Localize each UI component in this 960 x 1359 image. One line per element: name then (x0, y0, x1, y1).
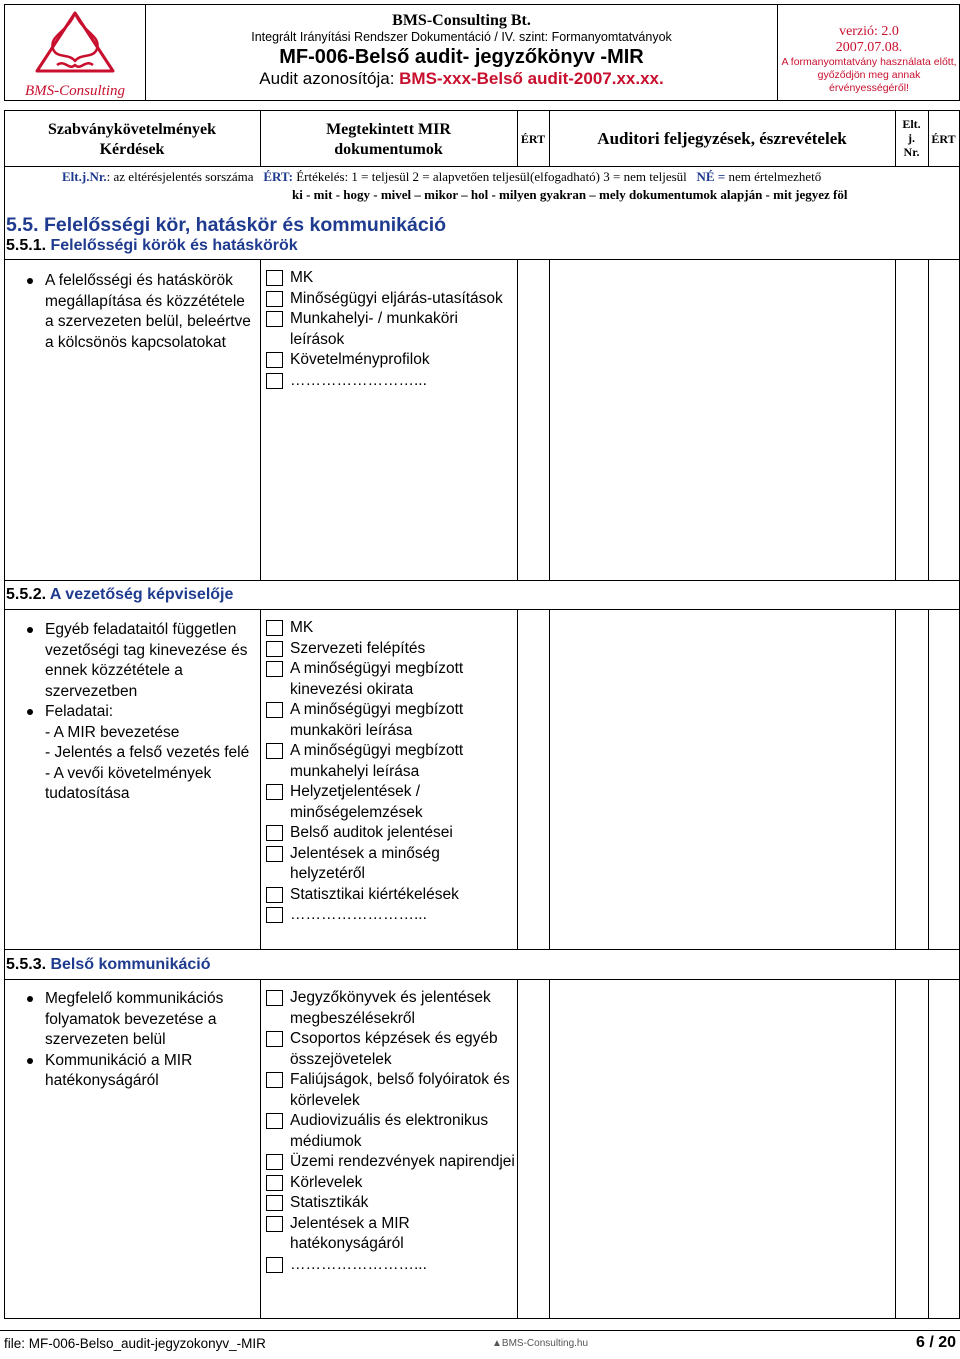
doc-label: ……………………... (290, 371, 427, 389)
form-title: MF-006-Belső audit- jegyzőkönyv -MIR (279, 46, 644, 68)
subsection-name: A vezetőség képviselője (46, 586, 234, 603)
version: verzió: 2.0 (839, 24, 899, 39)
checkbox[interactable] (266, 990, 283, 1006)
checkbox[interactable] (266, 352, 283, 368)
company-logo (5, 5, 145, 100)
question-item: Egyéb feladataitól független vezetőségi tag kinevezése és ennek közzététele a szervezetben (25, 620, 255, 702)
doc-item (266, 1173, 516, 1194)
doc-item (266, 639, 516, 660)
doc-label: ……………………... (290, 906, 427, 923)
doc-label: A minőségügyi megbízott munkaköri leírása (290, 701, 464, 739)
doc-item (266, 905, 516, 926)
legend-eltnr-label: Elt.j.Nr. (62, 169, 107, 184)
col-requirements-line1: Szabványkövetelmények (48, 121, 216, 138)
checkbox[interactable] (266, 825, 283, 841)
doc-item (266, 1070, 516, 1111)
doc-item (266, 1111, 516, 1152)
usage-note-2: győződjön meg annak érvényességéről! (817, 69, 921, 94)
question-item: Megfelelő kommunikációs folyamatok bevezetése a szervezeten belül (25, 989, 255, 1051)
doc-label: Faliújságok, belső folyóiratok és körlevelek (290, 1071, 510, 1109)
col-eltnr-line3: Nr. (903, 145, 920, 159)
footer-site-text: BMS-Consulting.hu (501, 1338, 589, 1349)
col-ert-2: ÉRT (931, 132, 956, 146)
col-requirements-line2: Kérdések (99, 141, 165, 158)
legend-ert-text: Értékelés: 1 = teljesül 2 = alapvetően teljesül(elfogadható) 3 = nem teljesül (292, 169, 687, 184)
checkbox[interactable] (266, 846, 283, 862)
col-rule (895, 259, 896, 580)
doc-label: MK (290, 619, 314, 636)
col-rule (517, 609, 518, 949)
question-item: A felelősségi és hatáskörök megállapítása és közzététele a szervezeten belül, beleértve a kölcsönös kapcsolatokat (25, 271, 253, 353)
doc-item (266, 1255, 516, 1276)
footer-page: 6 / 20 (915, 1334, 956, 1351)
checkbox[interactable] (266, 907, 283, 923)
question-list (25, 620, 255, 805)
doc-item (266, 1152, 516, 1173)
col-requirements (4, 120, 260, 160)
col-rule (549, 979, 550, 1318)
audit-id: BMS-xxx-Belső audit-2007.xx.xx. (399, 69, 664, 88)
doc-item (266, 741, 516, 782)
legend-line (62, 169, 821, 185)
question-list (25, 271, 253, 353)
col-rule-3 (549, 110, 550, 166)
checkbox[interactable] (266, 1216, 283, 1232)
doc-label: Belső auditok jelentései (290, 824, 453, 841)
checkbox[interactable] (266, 784, 283, 800)
checkbox[interactable] (266, 1195, 283, 1211)
doc-item (266, 350, 516, 371)
col-header-top-rule (4, 110, 960, 111)
doc-item (266, 268, 516, 289)
audit-label: Audit azonosítója: (259, 69, 400, 88)
col-rule-1 (260, 110, 261, 166)
subsection-number: 5.5.2. (6, 586, 47, 603)
row-rule (4, 259, 960, 260)
checkbox[interactable] (266, 1154, 283, 1170)
doc-label: Követelményprofilok (290, 351, 430, 368)
doc-label: MK (290, 269, 314, 286)
table-bottom-rule (4, 1318, 960, 1319)
col-rule (260, 979, 261, 1318)
col-header-bottom-rule (4, 166, 960, 167)
col-rule (928, 259, 929, 580)
legend-ne-text: nem értelmezhető (725, 169, 822, 184)
checkbox[interactable] (266, 1257, 283, 1273)
subsection-name: Felelősségi körök és hatáskörök (46, 237, 298, 254)
doc-item (266, 618, 516, 639)
col-documents (260, 120, 517, 160)
doc-item (266, 659, 516, 700)
col-rule (260, 609, 261, 949)
doc-item (266, 371, 516, 392)
doc-label: Jelentések a minőség helyzetéről (290, 844, 440, 882)
doc-item (266, 700, 516, 741)
checkbox[interactable] (266, 702, 283, 718)
doc-label: Üzemi rendezvények napirendjei (290, 1153, 515, 1170)
doc-item (266, 885, 516, 906)
col-rule (517, 979, 518, 1318)
col-rule (517, 259, 518, 580)
checkbox[interactable] (266, 641, 283, 657)
subsection-title (6, 586, 233, 604)
doc-item (266, 309, 516, 350)
logo-text: BMS-Consulting (25, 83, 125, 99)
col-rule (895, 979, 896, 1318)
doc-label: Statisztikai kiértékelések (290, 885, 459, 903)
checkbox[interactable] (266, 270, 283, 286)
col-rule (928, 609, 929, 949)
col-rule-2 (517, 110, 518, 166)
checkbox[interactable] (266, 1113, 283, 1129)
section-title: 5.5. Felelősségi kör, hatáskör és kommunikáció (6, 214, 447, 236)
checkbox[interactable] (266, 1175, 283, 1191)
col-rule-5 (928, 110, 929, 166)
col-eltnr-line2: j. (908, 131, 915, 145)
checkbox[interactable] (266, 311, 283, 327)
doc-item (266, 289, 516, 310)
checkbox[interactable] (266, 887, 283, 903)
legend-ert-label: ÉRT: (263, 169, 293, 184)
row-rule (4, 949, 960, 950)
doc-label: Jelentések a MIR hatékonyságáról (290, 1214, 410, 1252)
checkbox[interactable] (266, 1031, 283, 1047)
col-notes: Auditori feljegyzések, észrevételek (597, 129, 847, 148)
doc-item (266, 1214, 516, 1255)
question-item: Kommunikáció a MIR hatékonyságáról (25, 1051, 255, 1092)
doc-item (266, 823, 516, 844)
col-documents-line1: Megtekintett MIR (326, 121, 451, 138)
col-rule-4 (895, 110, 896, 166)
subsection-name: Belső kommunikáció (46, 956, 211, 973)
subsection-title (6, 956, 211, 974)
document-checklist (266, 988, 516, 1275)
doc-label: Csoportos képzések és egyéb összejövetelek (290, 1030, 498, 1068)
legend-eltnr-text: : az eltérésjelentés sorszáma (106, 169, 254, 184)
table-rule-left (4, 166, 5, 1318)
col-eltnr-line1: Elt. (902, 117, 921, 131)
logo-cell (4, 4, 146, 101)
doc-label: Munkahelyi- / munkaköri leírások (290, 310, 458, 348)
col-documents-line2: dokumentumok (334, 141, 443, 158)
footer-rule (0, 1330, 960, 1331)
subsection-number: 5.5.3. (6, 956, 47, 973)
doc-item (266, 1029, 516, 1070)
audit-line (146, 69, 777, 89)
footer-file: file: MF-006-Belso_audit-jegyzokonyv_-MIR (4, 1336, 266, 1351)
col-rule (549, 609, 550, 949)
doc-label: ……………………... (290, 1255, 427, 1273)
doc-item (266, 1193, 516, 1214)
doc-item (266, 988, 516, 1029)
col-rule (260, 259, 261, 580)
checkbox[interactable] (266, 661, 283, 677)
doc-label: Jegyzőkönyvek és jelentések megbeszélésekről (290, 989, 491, 1027)
col-ert-1: ÉRT (520, 132, 546, 146)
legend-questions: ki - mit - hogy - mivel – mikor – hol - milyen gyakran – mely dokumentumok alapján - mit jegyez föl (292, 187, 848, 202)
doc-label: A minőségügyi megbízott munkahelyi leírása (290, 742, 464, 780)
doc-item (266, 844, 516, 885)
checkbox[interactable] (266, 373, 283, 389)
col-rule (928, 979, 929, 1318)
version-cell (778, 4, 960, 101)
doc-item (266, 782, 516, 823)
col-rule (895, 609, 896, 949)
company-name: BMS-Consulting Bt. (392, 12, 531, 29)
doc-label: A minőségügyi megbízott kinevezési okirata (290, 660, 464, 698)
checkbox[interactable] (266, 1072, 283, 1088)
header-center (146, 4, 778, 101)
doc-label: Helyzetjelentések / minőségelemzések (290, 783, 423, 821)
col-rule (549, 259, 550, 580)
subsection-title (6, 237, 298, 255)
usage-note-1: A formanyomtatvány használata előtt, (781, 56, 957, 68)
checkbox[interactable] (266, 620, 283, 636)
checkbox[interactable] (266, 291, 283, 307)
row-rule (4, 979, 960, 980)
document-checklist (266, 618, 516, 926)
question-list (25, 989, 255, 1092)
row-rule (4, 580, 960, 581)
site-logo-icon: ▲ (492, 1338, 502, 1349)
question-item: Feladatai: - A MIR bevezetése - Jelentés a felső vezetés felé - A vevői követelmények tudatosítása (25, 702, 255, 805)
legend-ne-label: NÉ = (696, 169, 726, 184)
col-eltnr (895, 117, 928, 159)
doc-label: Minőségügyi eljárás-utasítások (290, 289, 503, 307)
subsection-number: 5.5.1. (6, 237, 47, 254)
footer-site (492, 1338, 588, 1349)
doc-label: Szervezeti felépítés (290, 639, 426, 657)
system-line: Integrált Irányítási Rendszer Dokumentáció / IV. szint: Formanyomtatványok (251, 30, 672, 44)
row-rule (4, 609, 960, 610)
doc-label: Statisztikák (290, 1194, 369, 1211)
document-checklist (266, 268, 516, 391)
doc-label: Körlevelek (290, 1173, 363, 1191)
checkbox[interactable] (266, 743, 283, 759)
version-date: 2007.07.08. (835, 40, 903, 55)
doc-label: Audiovizuális és elektronikus médiumok (290, 1112, 489, 1150)
